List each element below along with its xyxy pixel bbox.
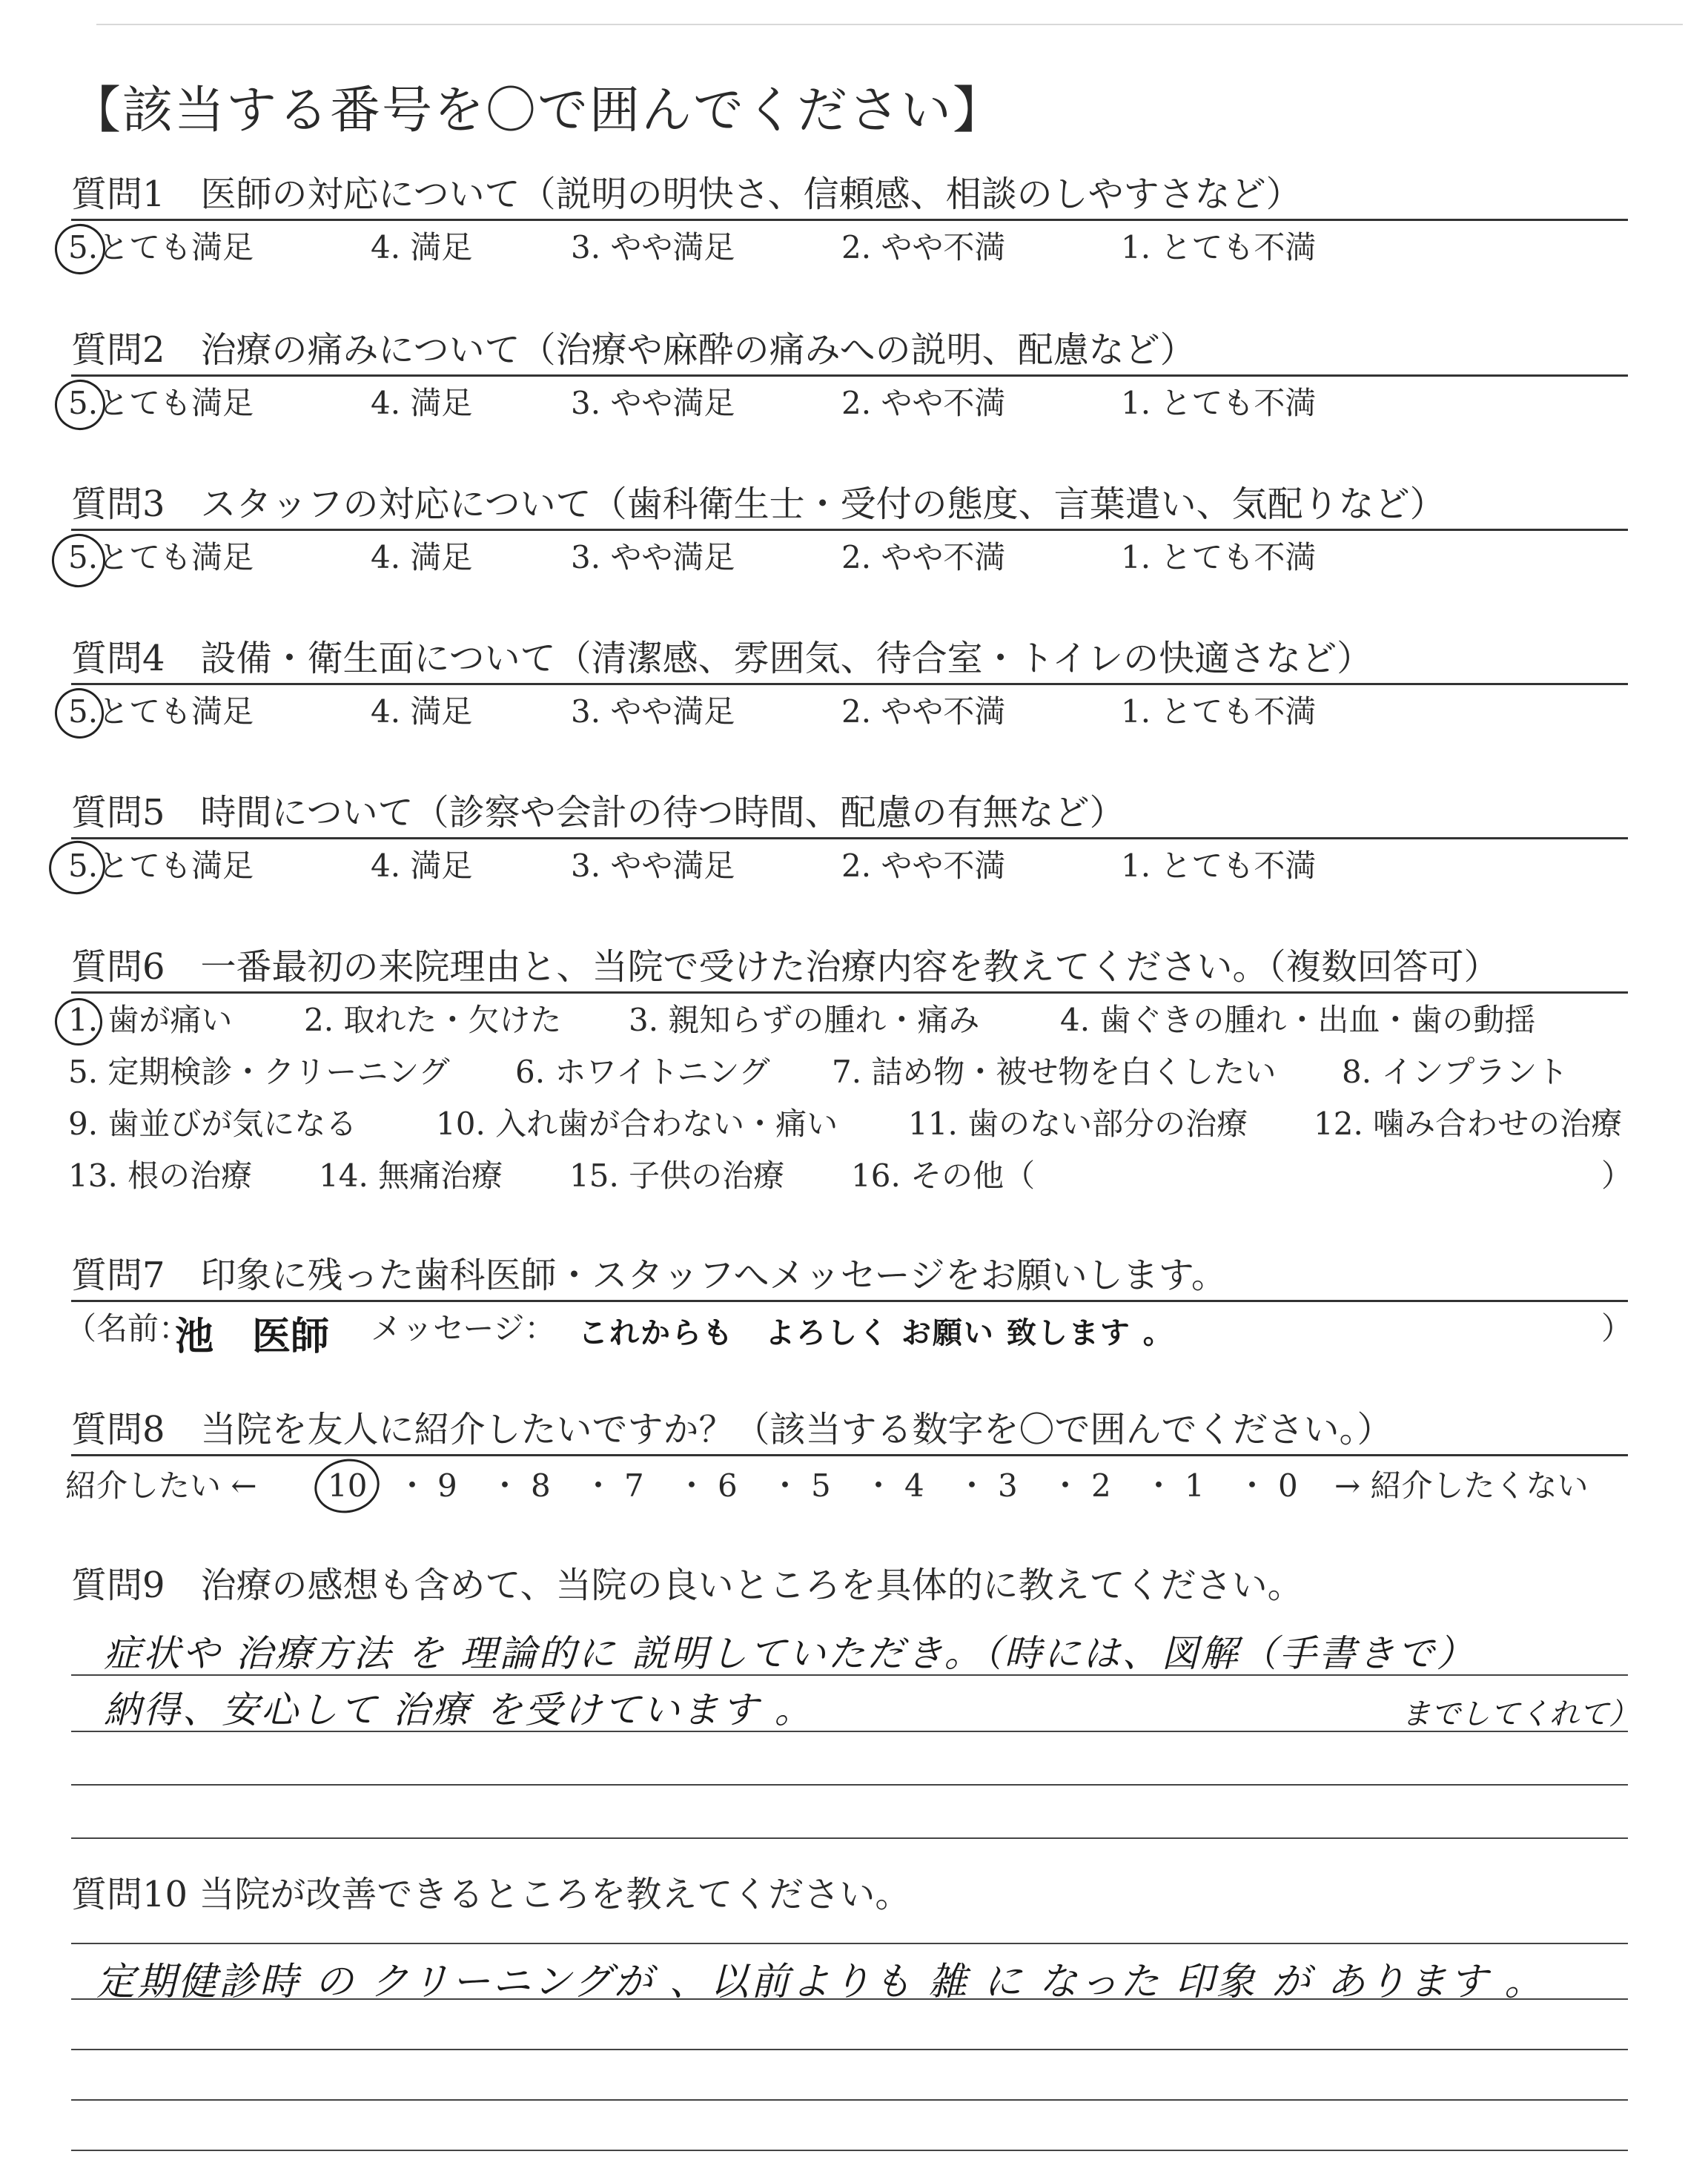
page-title: 【該当する番号を〇で囲んでください】 bbox=[70, 82, 1005, 140]
name-label: （名前： bbox=[65, 1310, 191, 1347]
q6-option-16[interactable]: 16. その他（ bbox=[851, 1157, 1036, 1194]
answer-line bbox=[71, 1674, 1628, 1676]
q6-option-6[interactable]: 6. ホワイトニング bbox=[515, 1054, 770, 1090]
question-7-title: 質問7 印象に残った歯科医師・スタッフへメッセージをお願いします。 bbox=[71, 1255, 1227, 1296]
question-2-rule bbox=[71, 374, 1628, 377]
option-3[interactable]: 3. やや満足 bbox=[571, 229, 735, 265]
message-value[interactable]: これからも よろしく お願い 致します 。 bbox=[578, 1316, 1174, 1350]
option-2[interactable]: 2. やや不満 bbox=[841, 693, 1006, 730]
option-5[interactable]: 5.とても満足 bbox=[68, 539, 254, 575]
scale-sep: ・ bbox=[397, 1467, 428, 1504]
q6-option-12[interactable]: 12. 噛み合わせの治療 bbox=[1314, 1106, 1623, 1142]
name-value[interactable]: 池 医師 bbox=[175, 1315, 330, 1359]
answer-line bbox=[71, 2049, 1628, 2050]
q6-option-1[interactable]: 1. 歯が痛い bbox=[68, 1002, 233, 1038]
q6-option-14[interactable]: 14. 無痛治療 bbox=[319, 1157, 503, 1194]
option-2[interactable]: 2. やや不満 bbox=[841, 385, 1006, 421]
option-2[interactable]: 2. やや不満 bbox=[841, 848, 1006, 884]
recommend-right-label: → 紹介したくない bbox=[1334, 1467, 1589, 1504]
option-3[interactable]: 3. やや満足 bbox=[571, 539, 735, 575]
top-border bbox=[96, 24, 1683, 25]
message-close: ） bbox=[1601, 1310, 1633, 1347]
q6-option-13[interactable]: 13. 根の治療 bbox=[68, 1157, 253, 1194]
scale-sep: ・ bbox=[1050, 1467, 1082, 1504]
q6-option-2[interactable]: 2. 取れた・欠けた bbox=[304, 1002, 562, 1038]
option-3[interactable]: 3. やや満足 bbox=[571, 693, 735, 730]
answer-line bbox=[71, 2150, 1628, 2151]
question-1-rule bbox=[71, 219, 1628, 221]
q9-answer-line-2-right[interactable]: までしてくれて） bbox=[1401, 1697, 1638, 1731]
q6-option-4[interactable]: 4. 歯ぐきの腫れ・出血・歯の動揺 bbox=[1060, 1002, 1536, 1038]
answer-line bbox=[71, 2099, 1628, 2101]
option-1[interactable]: 1. とても不満 bbox=[1121, 385, 1317, 421]
answer-line bbox=[71, 1943, 1628, 1944]
question-1-title: 質問1 医師の対応について（説明の明快さ、信頼感、相談のしやすさなど） bbox=[71, 174, 1302, 215]
question-5-rule bbox=[71, 837, 1628, 839]
option-4[interactable]: 4. 満足 bbox=[371, 229, 473, 265]
question-6-rule bbox=[71, 991, 1628, 994]
option-4[interactable]: 4. 満足 bbox=[371, 539, 473, 575]
selection-circle bbox=[44, 836, 110, 899]
q10-answer-line-1[interactable]: 定期健診時 の クリーニングが 、以前よりも 雑 に なった 印象 が あります 。 bbox=[96, 1960, 1546, 2004]
q6-option-8[interactable]: 8. インプラント bbox=[1342, 1054, 1569, 1090]
q9-answer-line-1[interactable]: 症状や 治療方法 を 理論的に 説明していただき。（時には、図解（手書きで） bbox=[104, 1632, 1476, 1675]
option-2[interactable]: 2. やや不満 bbox=[841, 229, 1006, 265]
scale-5[interactable]: 5 bbox=[811, 1467, 831, 1504]
q6-option-11[interactable]: 11. 歯のない部分の治療 bbox=[908, 1106, 1248, 1142]
q9-answer-line-2[interactable]: 納得、安心して 治療 を受けています 。 bbox=[104, 1688, 814, 1731]
option-5[interactable]: 5.とても満足 bbox=[68, 848, 254, 884]
option-3[interactable]: 3. やや満足 bbox=[571, 848, 735, 884]
scale-sep: ・ bbox=[489, 1467, 521, 1504]
q6-option-9[interactable]: 9. 歯並びが気になる bbox=[68, 1106, 357, 1142]
question-2-title: 質問2 治療の痛みについて（治療や麻酔の痛みへの説明、配慮など） bbox=[71, 329, 1196, 371]
scale-4[interactable]: 4 bbox=[904, 1467, 924, 1504]
question-4-rule bbox=[71, 683, 1628, 685]
answer-line bbox=[71, 1837, 1628, 1839]
question-7-rule bbox=[71, 1300, 1628, 1302]
scale-1[interactable]: 1 bbox=[1185, 1467, 1205, 1504]
message-label: メッセージ： bbox=[371, 1310, 556, 1347]
scale-sep: ・ bbox=[676, 1467, 708, 1504]
scale-sep: ・ bbox=[1237, 1467, 1268, 1504]
option-4[interactable]: 4. 満足 bbox=[371, 385, 473, 421]
q6-option-7[interactable]: 7. 詰め物・被せ物を白くしたい bbox=[832, 1054, 1277, 1090]
option-5[interactable]: 5.とても満足 bbox=[68, 385, 254, 421]
answer-line bbox=[71, 1731, 1628, 1732]
scale-7[interactable]: 7 bbox=[624, 1467, 644, 1504]
option-5[interactable]: 5.とても満足 bbox=[68, 229, 254, 265]
scale-sep: ・ bbox=[769, 1467, 801, 1504]
scale-6[interactable]: 6 bbox=[718, 1467, 738, 1504]
option-4[interactable]: 4. 満足 bbox=[371, 848, 473, 884]
q6-option-3[interactable]: 3. 親知らずの腫れ・痛み bbox=[629, 1002, 980, 1038]
option-4[interactable]: 4. 満足 bbox=[371, 693, 473, 730]
question-8-rule bbox=[71, 1454, 1628, 1456]
q6-option-15[interactable]: 15. 子供の治療 bbox=[569, 1157, 785, 1194]
question-10-title: 質問10 当院が改善できるところを教えてください。 bbox=[71, 1874, 911, 1915]
scale-8[interactable]: 8 bbox=[531, 1467, 551, 1504]
scale-2[interactable]: 2 bbox=[1091, 1467, 1111, 1504]
q6-option-16-close: ） bbox=[1601, 1157, 1633, 1194]
scale-sep: ・ bbox=[956, 1467, 988, 1504]
scale-sep: ・ bbox=[863, 1467, 895, 1504]
question-5-title: 質問5 時間について（診察や会計の待つ時間、配慮の有無など） bbox=[71, 792, 1125, 833]
scale-0[interactable]: 0 bbox=[1278, 1467, 1298, 1504]
selection-circle bbox=[309, 1453, 384, 1519]
option-1[interactable]: 1. とても不満 bbox=[1121, 229, 1317, 265]
option-2[interactable]: 2. やや不満 bbox=[841, 539, 1006, 575]
scale-3[interactable]: 3 bbox=[998, 1467, 1018, 1504]
question-6-title: 質問6 一番最初の来院理由と、当院で受けた治療内容を教えてください。（複数回答可） bbox=[71, 946, 1500, 988]
answer-line bbox=[71, 1784, 1628, 1786]
question-3-title: 質問3 スタッフの対応について（歯科衛生士・受付の態度、言葉遣い、気配りなど） bbox=[71, 483, 1446, 525]
option-3[interactable]: 3. やや満足 bbox=[571, 385, 735, 421]
q6-option-10[interactable]: 10. 入れ歯が合わない・痛い bbox=[436, 1106, 838, 1142]
option-5[interactable]: 5.とても満足 bbox=[68, 693, 254, 730]
question-8-title: 質問8 当院を友人に紹介したいですか？（該当する数字を〇で囲んでください。） bbox=[71, 1409, 1393, 1450]
question-3-rule bbox=[71, 529, 1628, 531]
question-4-title: 質問4 設備・衛生面について（清潔感、雰囲気、待合室・トイレの快適さなど） bbox=[71, 638, 1373, 679]
scale-sep: ・ bbox=[583, 1467, 615, 1504]
answer-line bbox=[71, 1998, 1628, 2000]
recommend-left-label: 紹介したい ← bbox=[65, 1467, 257, 1504]
q6-option-5[interactable]: 5. 定期検診・クリーニング bbox=[68, 1054, 450, 1090]
option-1[interactable]: 1. とても不満 bbox=[1121, 848, 1317, 884]
option-1[interactable]: 1. とても不満 bbox=[1121, 539, 1317, 575]
question-9-title: 質問9 治療の感想も含めて、当院の良いところを具体的に教えてください。 bbox=[71, 1565, 1303, 1606]
option-1[interactable]: 1. とても不満 bbox=[1121, 693, 1317, 730]
scale-10[interactable]: 10 bbox=[328, 1467, 368, 1504]
scale-9[interactable]: 9 bbox=[437, 1467, 457, 1504]
scale-sep: ・ bbox=[1143, 1467, 1175, 1504]
